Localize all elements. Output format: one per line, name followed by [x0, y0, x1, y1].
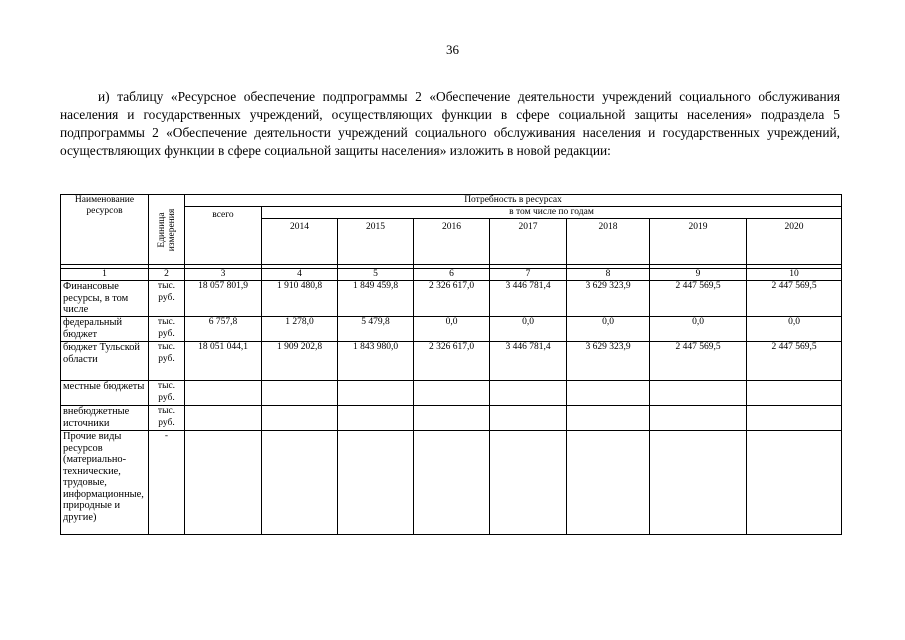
row-name: внебюджетные источники	[61, 406, 149, 431]
cell-value: 0,0	[747, 317, 842, 342]
column-number: 8	[567, 269, 650, 281]
cell-value: 18 051 044,1	[185, 342, 262, 381]
cell-value: 2 447 569,5	[747, 342, 842, 381]
header-total: всего	[185, 207, 262, 265]
cell-value	[262, 406, 338, 431]
header-name: Наименование ресурсов	[61, 195, 149, 265]
column-number: 10	[747, 269, 842, 281]
header-unit-text: Единица измерения	[156, 208, 177, 251]
cell-value: 6 757,8	[185, 317, 262, 342]
table-row	[61, 406, 842, 431]
cell-value: 1 910 480,8	[262, 281, 338, 317]
column-number: 3	[185, 269, 262, 281]
cell-value: 1 843 980,0	[338, 342, 414, 381]
table-row	[61, 342, 842, 381]
row-name: федеральный бюджет	[61, 317, 149, 342]
cell-value: 3 629 323,9	[567, 342, 650, 381]
cell-value	[747, 406, 842, 431]
cell-value	[567, 381, 650, 406]
header-year: 2014	[262, 219, 338, 265]
cell-value	[338, 406, 414, 431]
header-year: 2017	[490, 219, 567, 265]
cell-value: 3 446 781,4	[490, 281, 567, 317]
header-by-years: в том числе по годам	[262, 207, 842, 219]
row-name: Финансовые ресурсы, в том числе	[61, 281, 149, 317]
header-year: 2016	[414, 219, 490, 265]
row-unit: тыс. руб.	[149, 381, 185, 406]
cell-value: 2 326 617,0	[414, 281, 490, 317]
cell-value	[338, 381, 414, 406]
cell-value	[338, 431, 414, 535]
cell-value	[567, 431, 650, 535]
cell-value	[262, 431, 338, 535]
cell-value: 2 447 569,5	[650, 281, 747, 317]
cell-value: 3 446 781,4	[490, 342, 567, 381]
cell-value: 2 326 617,0	[414, 342, 490, 381]
header-need: Потребность в ресурсах	[185, 195, 842, 207]
column-number-row	[61, 269, 842, 281]
cell-value	[650, 381, 747, 406]
header-unit	[149, 195, 185, 265]
cell-value: 0,0	[490, 317, 567, 342]
cell-value: 5 479,8	[338, 317, 414, 342]
cell-value	[490, 406, 567, 431]
row-unit: тыс. руб.	[149, 342, 185, 381]
cell-value	[490, 431, 567, 535]
cell-value	[185, 381, 262, 406]
row-unit: тыс. руб.	[149, 281, 185, 317]
cell-value	[747, 381, 842, 406]
resource-table	[60, 194, 842, 535]
column-number: 6	[414, 269, 490, 281]
cell-value: 1 909 202,8	[262, 342, 338, 381]
intro-paragraph: и) таблицу «Ресурсное обеспечение подпрограммы 2 «Обеспечение деятельности учреждений социального обслуживания населения и государственных учреждений, осуществляющих функции в сфере социальной защиты населения» подраздела 5 подпрограммы 2 «Обеспечение деятельности учреждений социального обслуживания населения и государственных учреждений, осуществляющих функции в сфере социальной защиты населения» изложить в новой редакции:	[60, 89, 840, 158]
cell-value	[414, 431, 490, 535]
cell-value: 3 629 323,9	[567, 281, 650, 317]
row-unit: тыс. руб.	[149, 317, 185, 342]
header-year: 2020	[747, 219, 842, 265]
column-number: 5	[338, 269, 414, 281]
row-name: Прочие виды ресурсов (материально-технические, трудовые, информационные, природные и другие)	[61, 431, 149, 535]
column-number: 4	[262, 269, 338, 281]
table-row	[61, 317, 842, 342]
header-year: 2015	[338, 219, 414, 265]
cell-value: 1 278,0	[262, 317, 338, 342]
cell-value: 2 447 569,5	[650, 342, 747, 381]
cell-value	[650, 406, 747, 431]
cell-value: 0,0	[567, 317, 650, 342]
table-row	[61, 281, 842, 317]
cell-value: 18 057 801,9	[185, 281, 262, 317]
cell-value	[185, 431, 262, 535]
row-name: бюджет Тульской области	[61, 342, 149, 381]
cell-value: 0,0	[414, 317, 490, 342]
row-unit: тыс. руб.	[149, 406, 185, 431]
header-year: 2019	[650, 219, 747, 265]
column-number: 1	[61, 269, 149, 281]
cell-value	[414, 381, 490, 406]
cell-value: 0,0	[650, 317, 747, 342]
header-year: 2018	[567, 219, 650, 265]
cell-value	[414, 406, 490, 431]
cell-value: 1 849 459,8	[338, 281, 414, 317]
row-name: местные бюджеты	[61, 381, 149, 406]
column-number: 7	[490, 269, 567, 281]
table-row	[61, 431, 842, 535]
cell-value	[650, 431, 747, 535]
cell-value	[747, 431, 842, 535]
cell-value	[490, 381, 567, 406]
column-number: 2	[149, 269, 185, 281]
cell-value	[567, 406, 650, 431]
page-number: 36	[446, 42, 459, 57]
cell-value: 2 447 569,5	[747, 281, 842, 317]
column-number: 9	[650, 269, 747, 281]
table-row	[61, 381, 842, 406]
cell-value	[185, 406, 262, 431]
cell-value	[262, 381, 338, 406]
row-unit: -	[149, 431, 185, 535]
